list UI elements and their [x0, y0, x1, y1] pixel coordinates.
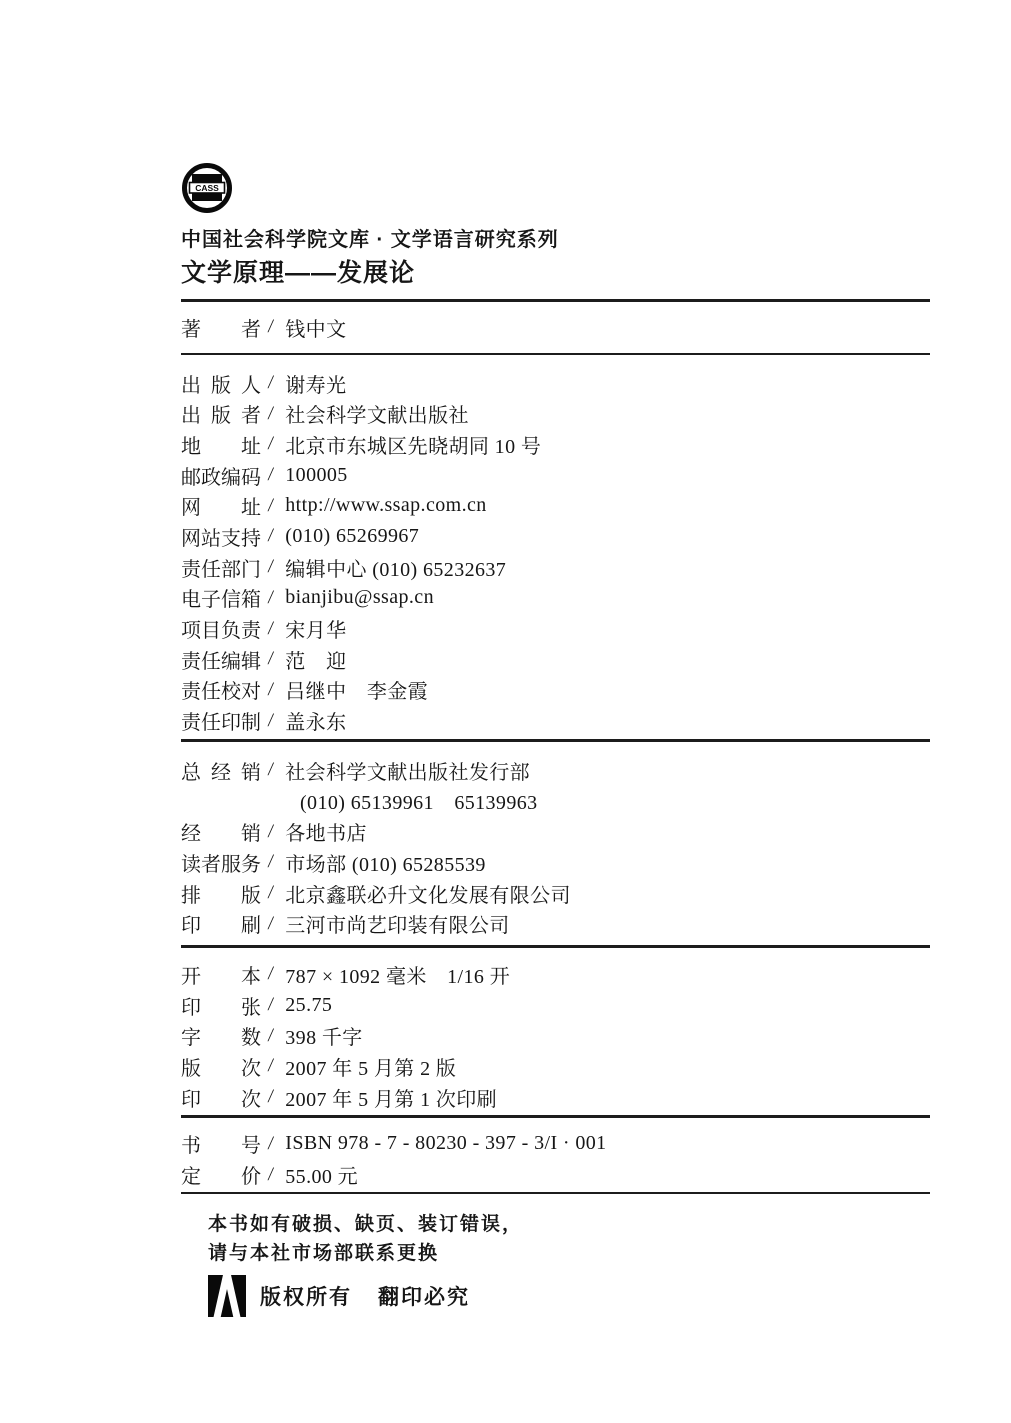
colophon-row: [181, 847, 930, 878]
colophon-row-isbn: [181, 1129, 930, 1160]
colophon-row: [181, 613, 930, 644]
colophon-row: [181, 990, 930, 1021]
row-value: 编辑中心 (010) 65232637: [285, 558, 507, 581]
slash-separator: /: [266, 709, 275, 731]
slash-separator: /: [266, 912, 275, 934]
colophon-row: [181, 1082, 930, 1113]
slash-separator: /: [266, 963, 275, 985]
slash-separator: /: [266, 525, 275, 547]
slash-separator: /: [266, 586, 275, 608]
row-label: 读 者 服 务: [181, 853, 261, 876]
slash-separator: /: [266, 372, 275, 394]
row-value: 宋月华: [285, 620, 347, 643]
row-label: 网 址: [181, 497, 261, 520]
row-value: 2007 年 5 月第 1 次印刷: [285, 1088, 498, 1111]
slash-separator: /: [266, 648, 275, 670]
row-label: 著 者: [181, 318, 261, 341]
slash-separator: /: [266, 433, 275, 455]
slash-separator: /: [266, 402, 275, 424]
row-value: (010) 65269967: [285, 524, 420, 547]
row-value: 范 迎: [285, 650, 347, 673]
slash-separator: /: [266, 1086, 275, 1108]
colophon-row: [181, 460, 930, 491]
row-label: 书 号: [181, 1135, 261, 1158]
author-group: [181, 302, 930, 353]
slash-separator: /: [266, 820, 275, 842]
row-value: 谢寿光: [285, 374, 347, 397]
damage-note-line2: 请与本社市场部联系更换: [208, 1242, 440, 1264]
row-label: 邮 政 编 码: [181, 466, 261, 489]
footer: [181, 1194, 930, 1317]
colophon-row: [181, 1051, 930, 1082]
copyright-text-right: 翻印必究: [378, 1285, 470, 1309]
row-label: 印 刷: [181, 915, 261, 938]
row-label: 经 销: [181, 823, 261, 846]
slash-separator: /: [266, 464, 275, 486]
isbn-value: ISBN 978 - 7 - 80230 - 397 - 3/I · 001: [285, 1132, 607, 1155]
publishing-group: [181, 355, 930, 736]
colophon-row: [181, 878, 930, 909]
row-label: 排 版: [181, 884, 261, 907]
slash-separator: /: [266, 851, 275, 873]
row-value: 北京鑫联必升文化发展有限公司: [285, 884, 571, 907]
colophon-row: [181, 429, 930, 460]
series-title: 中国社会科学院文库 · 文学语言研究系列: [181, 229, 559, 251]
row-value: 社会科学文献出版社: [285, 405, 469, 428]
row-value website-url: http://www.ssap.com.cn: [285, 494, 487, 517]
colophon-row: [181, 675, 930, 706]
row-value: 25.75: [285, 993, 333, 1016]
row-label: 出 版 人: [181, 374, 261, 397]
colophon-row: [181, 908, 930, 939]
row-label: 定 价: [181, 1166, 261, 1189]
row-label: 总 经 销: [181, 761, 261, 784]
row-label: 责 任 印 制: [181, 712, 261, 735]
row-label: 责 任 编 辑: [181, 650, 261, 673]
row-value: 各地书店: [285, 823, 367, 846]
colophon-row: [181, 1020, 930, 1051]
row-value email-address: bianjibu@ssap.cn: [285, 586, 434, 609]
colophon-row: [181, 959, 930, 990]
price-value: 55.00 元: [285, 1166, 359, 1189]
colophon-row: [181, 583, 930, 614]
row-label: 责 任 校 对: [181, 681, 261, 704]
slash-separator: /: [266, 678, 275, 700]
slash-separator: /: [266, 882, 275, 904]
distribution-group: [181, 742, 930, 939]
slash-separator: /: [266, 994, 275, 1016]
row-value: 社会科学文献出版社发行部: [285, 761, 531, 784]
row-label: 责 任 部 门: [181, 558, 261, 581]
row-label: 网 站 支 持: [181, 527, 261, 550]
row-value: 787 × 1092 毫米 1/16 开: [285, 965, 511, 988]
row-value: 三河市尚艺印装有限公司: [285, 915, 510, 938]
copyright-text: [260, 1281, 470, 1311]
cass-publisher-logo-icon: [181, 162, 233, 214]
slash-separator: /: [266, 1055, 275, 1077]
row-label: 开 本: [181, 965, 261, 988]
colophon-content: [181, 162, 930, 1317]
row-label: 电 子 信 箱: [181, 589, 261, 612]
ssap-a-mark-icon: [208, 1275, 246, 1317]
printing-group: [181, 948, 930, 1112]
colophon-row: [181, 705, 930, 736]
copyright-line: [208, 1275, 930, 1317]
row-label: 印 次: [181, 1088, 261, 1111]
row-value: 市场部 (010) 65285539: [285, 853, 486, 876]
row-label: 地 址: [181, 435, 261, 458]
slash-separator: /: [266, 316, 275, 338]
damage-note-line1: 本书如有破损、缺页、装订错误，: [208, 1213, 524, 1235]
colophon-row: [181, 552, 930, 583]
colophon-row: [181, 368, 930, 399]
cass-logo-text: CASS: [195, 183, 219, 193]
row-label: 项 目 负 责: [181, 620, 261, 643]
isbn-price-group: [181, 1118, 930, 1190]
slash-separator: /: [266, 617, 275, 639]
slash-separator: /: [266, 556, 275, 578]
colophon-row: [181, 398, 930, 429]
row-value: 钱中文: [285, 318, 347, 341]
row-value: 398 千字: [285, 1027, 363, 1050]
row-value: 北京市东城区先晓胡同 10 号: [285, 435, 542, 458]
row-value-phone: (010) 65139961 65139963: [300, 792, 538, 815]
colophon-row: [181, 816, 930, 847]
slash-separator: /: [266, 494, 275, 516]
colophon-row-continuation: [181, 786, 930, 817]
slash-separator: /: [266, 1163, 275, 1185]
row-label: 字 数: [181, 1027, 261, 1050]
row-value: 2007 年 5 月第 2 版: [285, 1057, 457, 1080]
colophon-row: [181, 755, 930, 786]
slash-separator: /: [266, 759, 275, 781]
slash-separator: /: [266, 1132, 275, 1154]
row-label: 出 版 者: [181, 405, 261, 428]
row-label: 版 次: [181, 1057, 261, 1080]
colophon-row: [181, 490, 930, 521]
colophon-row-price: [181, 1159, 930, 1190]
colophon-row: [181, 521, 930, 552]
colophon-row: [181, 644, 930, 675]
row-value: 吕继中 李金霞: [285, 681, 429, 704]
row-label: 印 张: [181, 996, 261, 1019]
row-value: 盖永东: [285, 712, 347, 735]
row-value: 100005: [285, 463, 348, 486]
book-title: 文学原理——发展论: [181, 259, 416, 287]
colophon-row-author: [181, 312, 930, 343]
copyright-text-left: 版权所有: [260, 1285, 352, 1309]
slash-separator: /: [266, 1024, 275, 1046]
